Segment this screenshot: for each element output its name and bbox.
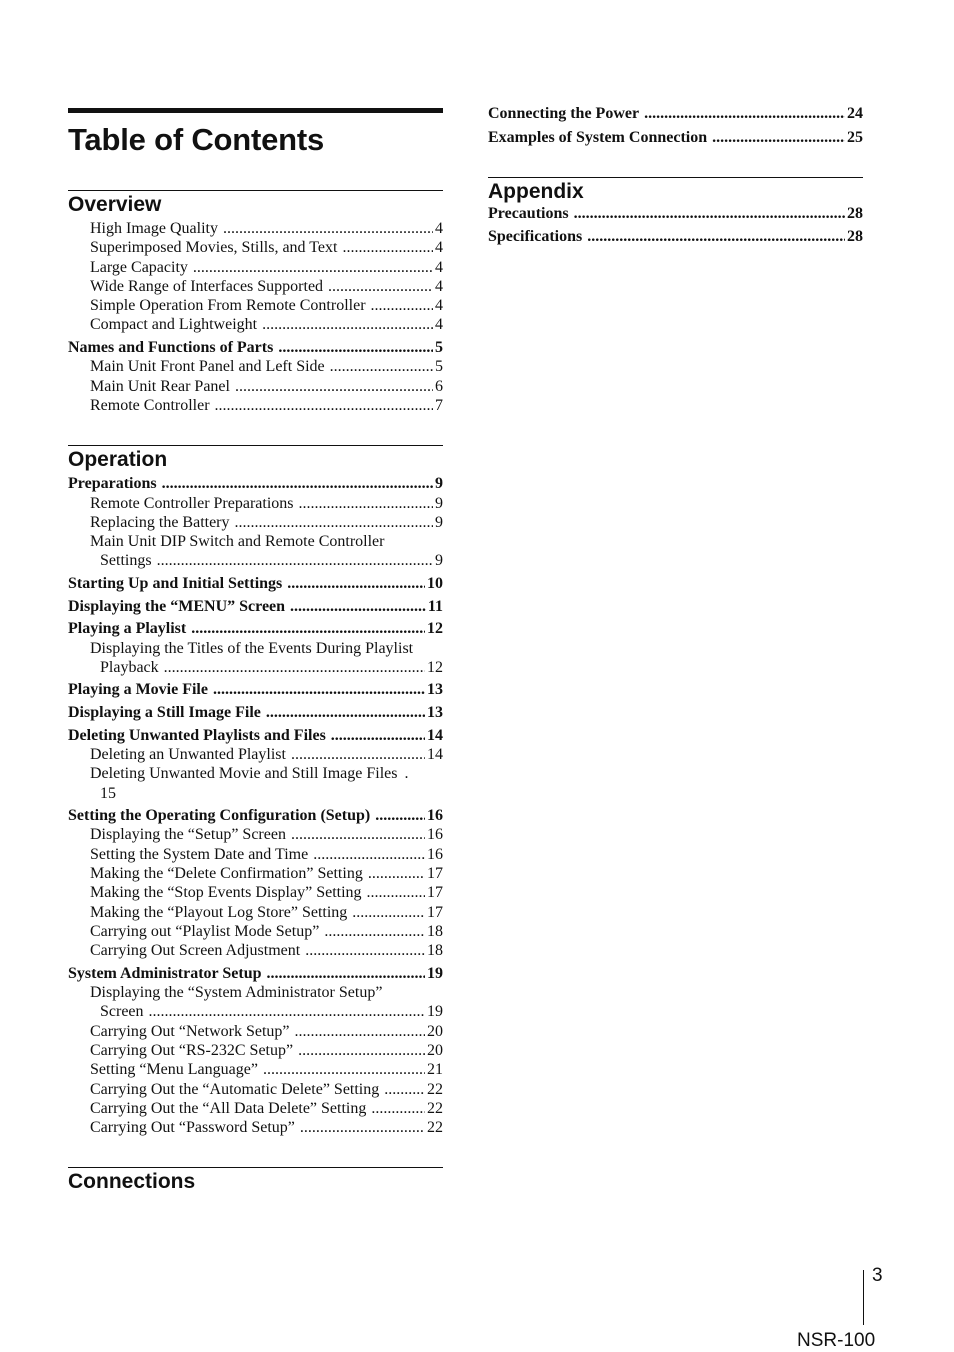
toc-entry[interactable]: Remote Controller ..... 7: [68, 396, 443, 415]
toc-entry[interactable]: Screen ..... 19: [68, 1002, 443, 1021]
toc-entry[interactable]: Carrying Out “Network Setup” ..... 20: [68, 1022, 443, 1041]
toc-entry[interactable]: Setting the System Date and Time ..... 16: [68, 845, 443, 864]
toc-chapter[interactable]: Examples of System Connection ..... 25: [488, 126, 863, 150]
toc-entry[interactable]: Large Capacity ..... 4: [68, 258, 443, 277]
toc-entry[interactable]: Making the “Delete Confirmation” Setting ..... 17: [68, 864, 443, 883]
toc-chapter[interactable]: Starting Up and Initial Settings ..... 10: [68, 574, 443, 593]
toc-entry[interactable]: Main Unit Front Panel and Left Side ..... 5: [68, 357, 443, 376]
toc-chapter[interactable]: Deleting Unwanted Playlists and Files ..... 14: [68, 726, 443, 745]
toc-entry[interactable]: Carrying Out “RS-232C Setup” ..... 20: [68, 1041, 443, 1060]
toc-entry[interactable]: Playback ..... 12: [68, 658, 443, 677]
toc-entry-page: 15: [100, 784, 116, 802]
toc-entry[interactable]: Deleting an Unwanted Playlist ..... 14: [68, 745, 443, 764]
section-heading-overview: Overview: [68, 193, 162, 216]
section-heading-appendix: Appendix: [488, 180, 584, 203]
toc-entry-line1[interactable]: Deleting Unwanted Movie and Still Image Files .: [90, 765, 409, 783]
right-column: [488, 102, 863, 248]
connections-entries: [488, 102, 863, 149]
toc-chapter[interactable]: Setting the Operating Configuration (Setup) ..... 16: [68, 806, 443, 825]
toc-entry[interactable]: Wide Range of Interfaces Supported ..... 4: [68, 277, 443, 296]
toc-entry-line1[interactable]: Displaying the Titles of the Events During Playlist: [90, 639, 414, 657]
page-title: Table of Contents: [68, 122, 325, 157]
section-heading-connections: Connections: [68, 1170, 196, 1194]
toc-chapter[interactable]: Displaying the “MENU” Screen ..... 11: [68, 597, 443, 616]
toc-entry[interactable]: Making the “Playout Log Store” Setting ..... 17: [68, 903, 443, 922]
toc-entry-line1[interactable]: Displaying the “System Administrator Setup”: [90, 984, 383, 1002]
toc-entry[interactable]: Carrying Out “Password Setup” ..... 22: [68, 1118, 443, 1137]
toc-chapter[interactable]: Precautions ..... 28: [488, 203, 863, 226]
toc-entry[interactable]: Settings ..... 9: [68, 551, 443, 570]
title-rule: [68, 108, 443, 113]
toc-entry[interactable]: Making the “Stop Events Display” Setting ..... 17: [68, 883, 443, 902]
toc-chapter[interactable]: System Administrator Setup ..... 19: [68, 964, 443, 983]
toc-entry[interactable]: Simple Operation From Remote Controller ..... 4: [68, 296, 443, 315]
toc-chapter[interactable]: Specifications ..... 28: [488, 226, 863, 249]
page-number: 3: [872, 1265, 883, 1286]
section-connections: [68, 1167, 443, 1195]
toc-chapter[interactable]: Displaying a Still Image File ..... 13: [68, 703, 443, 722]
toc-entry[interactable]: Main Unit Rear Panel ..... 6: [68, 377, 443, 396]
toc-entry[interactable]: Displaying the “Setup” Screen ..... 16: [68, 825, 443, 844]
toc-entry[interactable]: Setting “Menu Language” ..... 21: [68, 1060, 443, 1079]
section-overview: [68, 190, 443, 415]
toc-entry[interactable]: Carrying Out Screen Adjustment ..... 18: [68, 941, 443, 960]
model-name: NSR-100: [797, 1330, 876, 1351]
toc-entry[interactable]: Carrying out “Playlist Mode Setup” ..... 18: [68, 922, 443, 941]
toc-chapter[interactable]: Names and Functions of Parts ..... 5: [68, 338, 443, 357]
toc-chapter[interactable]: Connecting the Power ..... 24: [488, 102, 863, 126]
left-column: [68, 108, 443, 1196]
section-operation: [68, 445, 443, 1137]
toc-chapter[interactable]: Playing a Movie File ..... 13: [68, 680, 443, 699]
toc-chapter[interactable]: Playing a Playlist ..... 12: [68, 619, 443, 638]
toc-entry[interactable]: Compact and Lightweight ..... 4: [68, 315, 443, 334]
page-number-rule: [863, 1270, 864, 1325]
section-heading-operation: Operation: [68, 448, 168, 472]
toc-entry[interactable]: Carrying Out the “Automatic Delete” Setting ..... 22: [68, 1080, 443, 1099]
toc-entry[interactable]: Carrying Out the “All Data Delete” Setting ..... 22: [68, 1099, 443, 1118]
toc-entry[interactable]: Replacing the Battery ..... 9: [68, 513, 443, 532]
toc-entry[interactable]: Remote Controller Preparations ..... 9: [68, 494, 443, 513]
toc-entry[interactable]: Superimposed Movies, Stills, and Text ..... 4: [68, 238, 443, 257]
section-appendix: [488, 177, 863, 248]
toc-entry-line1[interactable]: Main Unit DIP Switch and Remote Controller: [90, 533, 385, 551]
toc-entry[interactable]: High Image Quality ..... 4: [68, 219, 443, 238]
toc-chapter[interactable]: Preparations ..... 9: [68, 474, 443, 493]
